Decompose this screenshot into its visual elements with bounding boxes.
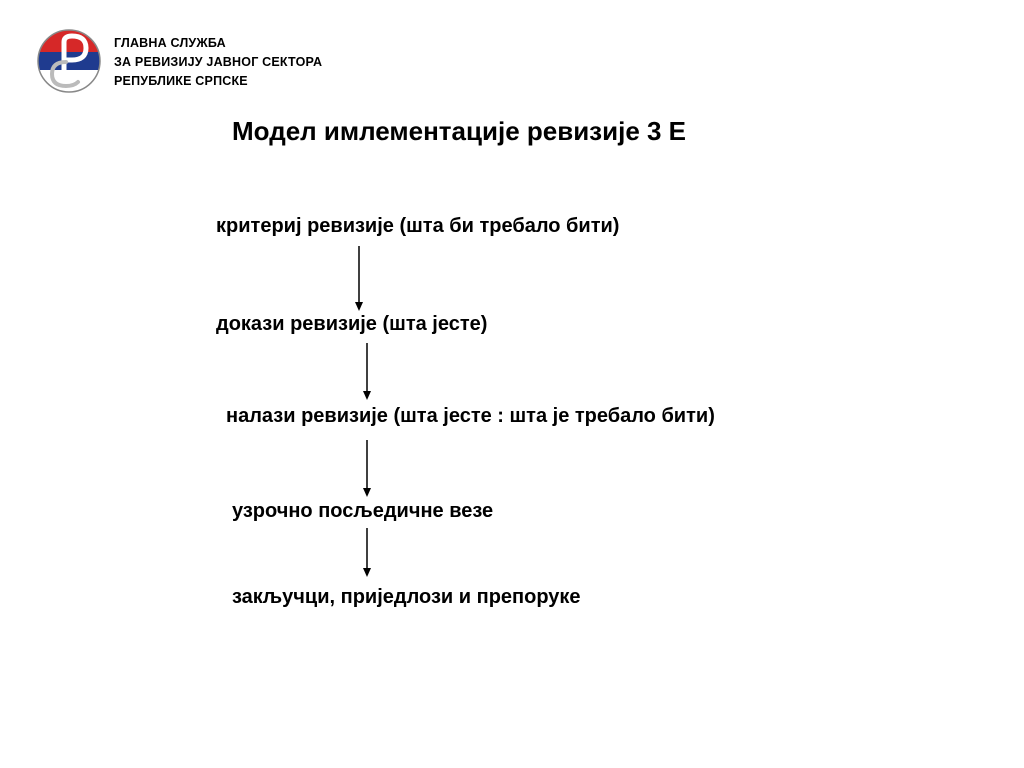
flow-step-criteria: критериј ревизије (шта би требало бити)	[216, 215, 620, 237]
org-name-line-2: ЗА РЕВИЗИЈУ ЈАВНОГ СЕКТОРА	[114, 55, 323, 69]
org-name-line-1: ГЛАВНА СЛУЖБА	[114, 36, 226, 50]
flow-step-evidence: докази ревизије (шта јесте)	[216, 313, 488, 335]
flow-step-causes: узрочно посљедичне везе	[232, 500, 494, 522]
down-arrow-icon	[352, 246, 366, 312]
organization-logo	[36, 28, 102, 94]
down-arrow-icon	[360, 343, 374, 401]
org-name-line-3: РЕПУБЛИКЕ СРПСКЕ	[114, 74, 248, 88]
flow-step-findings: налази ревизије (шта јесте : шта је требало бити)	[226, 405, 715, 427]
flow-step-conclusions: закључци, приједлози и препоруке	[232, 586, 581, 608]
down-arrow-icon	[360, 528, 374, 578]
organization-name	[114, 34, 322, 91]
slide-title: Модел имлементације ревизије 3 Е	[232, 116, 687, 146]
logo-emblem-icon	[36, 28, 102, 94]
down-arrow-icon	[360, 440, 374, 498]
